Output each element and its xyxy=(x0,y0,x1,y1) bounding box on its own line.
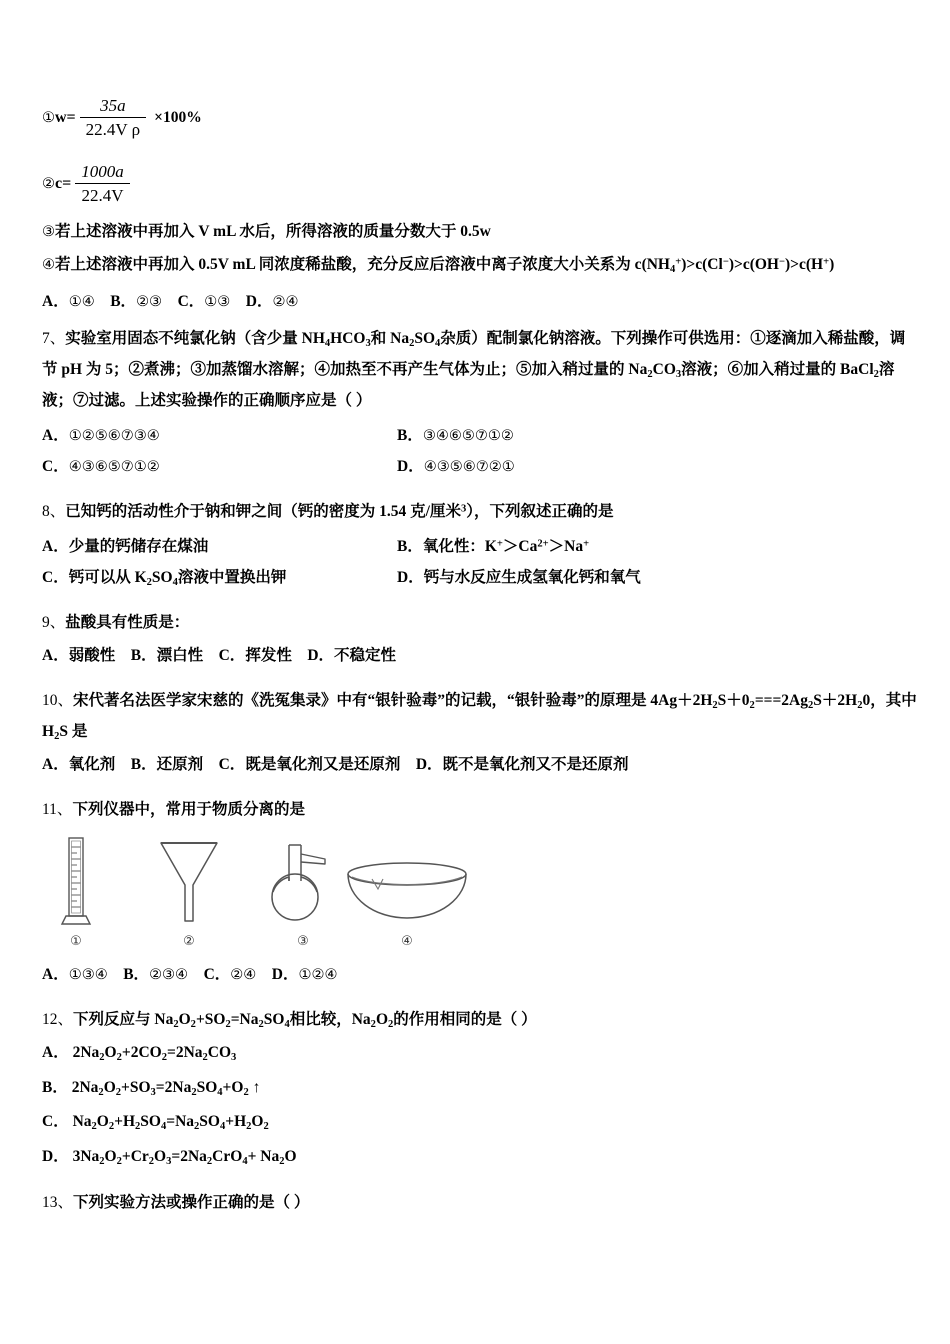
q9-option-d-text[interactable]: 不稳定性 xyxy=(334,647,397,664)
q10-sub-2: 2 xyxy=(749,699,755,711)
q12-option-c[interactable] xyxy=(42,1106,918,1139)
q10-stem-2: S＋0 xyxy=(717,692,750,709)
apparatus-1-caption: ① xyxy=(70,934,82,949)
q8-stem-sup: 3 xyxy=(460,503,467,515)
statement-4-text-4: )>c(H xyxy=(785,256,824,273)
q13-stem-text: 下列实验方法或操作正确的是（ ） xyxy=(73,1194,310,1212)
q12-option-d-equation[interactable]: $3Na_2O_2+Cr_2O_3=2Na_2CrO_4+ Na_2O$ xyxy=(72,1147,297,1167)
q12-option-a[interactable] xyxy=(42,1037,918,1070)
q7-stem-5: 杂质）配制氯化钠溶液。下列操作可供选用：①逐滴加入稀盐酸，调节 pH 为 5；②煮沸；③加蒸馏水溶解；④加热至不再产生气体为止；⑤加入稍过量的 Na xyxy=(42,330,906,378)
q7-option-c-value[interactable]: ④③⑥⑤⑦①② xyxy=(68,459,160,475)
q8-options-row-1 xyxy=(42,531,918,562)
q11-option-c-label[interactable]: C． xyxy=(203,966,231,983)
q9-number: 9、 xyxy=(42,614,66,631)
q13-number: 13、 xyxy=(42,1194,74,1212)
q12-stem-1: 下列反应与 Na xyxy=(73,1011,174,1028)
q12-sub-3: 2 xyxy=(225,1018,231,1030)
q8-stem-2: ），下列叙述正确的是 xyxy=(466,503,614,520)
q6-option-d-value[interactable]: ②④ xyxy=(272,294,299,310)
q12-option-b[interactable] xyxy=(42,1072,918,1105)
apparatus-4 xyxy=(342,857,472,949)
q10-number: 10、 xyxy=(42,692,74,709)
q6-option-a-value[interactable]: ①④ xyxy=(68,294,95,310)
q7-sub-3: 2 xyxy=(409,337,415,349)
q10-option-c-label[interactable]: C． xyxy=(218,756,246,773)
q8-option-d-label[interactable]: D． xyxy=(397,569,424,586)
q10-stem xyxy=(42,685,918,747)
q12-stem-4: =Na xyxy=(230,1011,259,1028)
statement-4-sup-4: + xyxy=(823,256,830,268)
apparatus-3 xyxy=(267,837,339,949)
q13-stem xyxy=(42,1187,918,1218)
formula-1-numerator: 35a xyxy=(80,96,146,118)
measuring-cylinder-icon xyxy=(56,835,96,927)
q10-option-a-text[interactable]: 氧化剂 xyxy=(68,756,116,773)
q8-option-b-sup-1: + xyxy=(496,538,503,550)
q7-stem-7: 溶液；⑥加入稍过量的 BaCl xyxy=(681,361,874,378)
q8-option-b-sup-3: + xyxy=(583,538,590,550)
evaporating-dish-icon xyxy=(342,857,472,927)
q7-stem-2: HCO xyxy=(330,330,366,347)
q12-sub-5: 4 xyxy=(284,1018,290,1030)
q8-stem-1: 已知钙的活动性介于钠和钾之间（钙的密度为 1.54 克/厘米 xyxy=(65,503,461,520)
q11-option-d-value[interactable]: ①②④ xyxy=(298,967,338,983)
q7-sub-6: 3 xyxy=(675,368,682,380)
q12-option-d[interactable] xyxy=(42,1141,918,1174)
formula-1 xyxy=(42,96,918,140)
formula-1-fraction xyxy=(80,96,146,140)
apparatus-2-caption: ② xyxy=(183,934,195,949)
q7-option-b-label[interactable]: B． xyxy=(397,427,423,444)
q6-option-a-label[interactable]: A． xyxy=(42,293,69,310)
q11-options xyxy=(42,959,918,990)
q8-option-c-text-2[interactable]: SO xyxy=(151,569,173,586)
q7-sub-4: 4 xyxy=(435,337,441,349)
q8-option-c-text-1[interactable]: 钙可以从 K xyxy=(68,569,147,586)
q12-sub-2: 2 xyxy=(190,1018,196,1030)
statement-4-sup-1: + xyxy=(675,256,682,268)
page-content xyxy=(42,96,918,1220)
statement-4-text-3: )>c(OH xyxy=(728,256,779,273)
q8-option-d-text[interactable]: 钙与水反应生成氢氧化钙和氧气 xyxy=(423,569,641,586)
q7-stem xyxy=(42,323,918,416)
q12-stem-7: O xyxy=(375,1011,388,1028)
q9-option-b-label[interactable]: B． xyxy=(130,647,157,664)
q8-option-b-text-1[interactable]: 氧化性：K xyxy=(422,538,497,555)
q10-options xyxy=(42,749,918,780)
q7-sub-2: 3 xyxy=(365,337,371,349)
q7-option-d-value[interactable]: ④③⑤⑥⑦②① xyxy=(423,459,515,475)
q7-stem-6: CO xyxy=(652,361,676,378)
q10-sub-5: 2 xyxy=(54,730,60,742)
q10-option-c-text[interactable]: 既是氧化剂又是还原剂 xyxy=(245,756,401,773)
statement-4-sub-1: 4 xyxy=(669,263,676,275)
q8-option-c-label[interactable]: C． xyxy=(42,569,69,586)
formula-1-tail: ×100% xyxy=(154,109,202,126)
q7-option-a-label[interactable]: A． xyxy=(42,427,69,444)
formula-2-marker: ② xyxy=(42,176,55,192)
q11-stem-text: 下列仪器中，常用于物质分离的是 xyxy=(72,801,305,818)
formula-2-numerator: 1000a xyxy=(75,162,130,184)
q9-option-d-label[interactable]: D． xyxy=(307,647,335,664)
q10-option-b-label[interactable]: B． xyxy=(130,756,157,773)
q10-stem-4: S＋2H xyxy=(813,692,858,709)
q11-option-d-label[interactable]: D． xyxy=(271,966,299,983)
q8-option-c-sub-2: 4 xyxy=(172,576,178,588)
q11-stem xyxy=(42,794,918,825)
q12-stem-6: 相比较，Na xyxy=(289,1011,371,1028)
formula-2-lhs: c= xyxy=(55,175,72,192)
q11-option-a-value[interactable]: ①③④ xyxy=(68,967,108,983)
q10-sub-4: 2 xyxy=(857,699,863,711)
q12-stem-8: 的作用相同的是（ ） xyxy=(393,1011,537,1028)
q10-stem-5: 0，其中 H xyxy=(42,692,917,740)
q6-option-c-value[interactable]: ①③ xyxy=(204,294,231,310)
q7-options-row-1 xyxy=(42,420,918,451)
statement-4 xyxy=(42,249,918,280)
q8-option-b-text-3[interactable]: ＞Na xyxy=(548,538,584,555)
q7-stem-4: SO xyxy=(414,330,436,347)
distillation-flask-icon xyxy=(267,837,339,927)
q11-option-b-value[interactable]: ②③④ xyxy=(149,967,189,983)
apparatus-1 xyxy=(56,835,96,949)
q10-option-a-label[interactable]: A． xyxy=(42,756,69,773)
q8-number: 8、 xyxy=(42,503,66,520)
q10-stem-1: 宋代著名法医学家宋慈的《洗冤集录》中有“银针验毒”的记载，“银针验毒”的原理是 4Ag＋2H xyxy=(73,692,713,709)
q6-options xyxy=(42,286,918,317)
q9-option-b-text[interactable]: 漂白性 xyxy=(156,647,204,664)
q8-option-a-label[interactable]: A． xyxy=(42,538,69,555)
q8-option-b-text-2[interactable]: ＞Ca xyxy=(502,538,538,555)
q7-options-row-2 xyxy=(42,451,918,482)
apparatus-2 xyxy=(157,837,221,949)
q9-option-a-label[interactable]: A． xyxy=(42,647,69,664)
q8-option-c-sub-1: 2 xyxy=(146,576,152,588)
statement-3-text: 若上述溶液中再加入 V mL 水后，所得溶液的质量分数大于 0.5w xyxy=(55,223,491,240)
q12-option-a-equation[interactable]: $2Na_2O_2+2CO_2=2Na_2CO_3$ xyxy=(72,1044,237,1063)
q11-option-a-label[interactable]: A． xyxy=(42,966,69,983)
q10-option-b-text[interactable]: 还原剂 xyxy=(156,756,204,773)
formula-2-denominator: 22.4V xyxy=(81,186,124,205)
formula-1-lhs: w= xyxy=(55,109,76,126)
q12-option-a-label[interactable]: A． xyxy=(42,1044,69,1061)
q7-option-b-value[interactable]: ③④⑥⑤⑦①② xyxy=(422,428,514,444)
q7-option-d-label[interactable]: D． xyxy=(397,458,424,475)
q12-sub-7: 2 xyxy=(388,1018,394,1030)
statement-4-sup-2: − xyxy=(722,256,729,268)
q10-sub-3: 2 xyxy=(808,699,814,711)
q12-stem-5: SO xyxy=(263,1011,285,1028)
q12-option-b-label[interactable]: B． xyxy=(42,1078,68,1096)
statement-4-text-2: )>c(Cl xyxy=(681,256,723,273)
q7-stem-1: 实验室用固态不纯氯化钠（含少量 NH xyxy=(65,330,325,347)
formula-2-fraction xyxy=(75,162,130,206)
q6-option-c-label[interactable]: C． xyxy=(177,293,205,310)
formula-1-marker: ① xyxy=(42,110,55,126)
q6-option-d-label[interactable]: D． xyxy=(245,293,273,310)
q9-options xyxy=(42,640,918,671)
q7-sub-1: 4 xyxy=(324,337,331,349)
q11-number: 11、 xyxy=(42,801,73,818)
q8-option-c-text-3[interactable]: 溶液中置换出钾 xyxy=(177,569,287,586)
q7-sub-5: 2 xyxy=(647,368,653,380)
q12-option-d-label[interactable]: D． xyxy=(42,1147,69,1165)
q7-stem-3: 和 Na xyxy=(370,330,410,347)
q8-options-row-2 xyxy=(42,562,918,593)
apparatus-3-caption: ③ xyxy=(297,934,309,949)
q8-option-b-sup-2: 2+ xyxy=(537,538,549,550)
q12-stem-3: +SO xyxy=(195,1011,226,1028)
q11-apparatus-figure xyxy=(42,835,918,953)
q12-option-b-equation[interactable]: $2Na_2O_2+SO_3=2Na_2SO_4+O_2$ ↑ xyxy=(71,1078,261,1098)
formula-2 xyxy=(42,162,918,206)
q9-stem xyxy=(42,607,918,638)
q6-option-b-label[interactable]: B． xyxy=(110,293,137,310)
q10-sub-1: 2 xyxy=(712,699,718,711)
q10-option-d-text[interactable]: 既不是氧化剂又不是还原剂 xyxy=(442,756,629,773)
statement-3 xyxy=(42,216,918,247)
statement-4-marker: ④ xyxy=(42,257,55,273)
q7-sub-7: 2 xyxy=(873,368,879,380)
q6-option-b-value[interactable]: ②③ xyxy=(136,294,163,310)
statement-4-text-1: 若上述溶液中再加入 0.5V mL 同浓度稀盐酸，充分反应后溶液中离子浓度大小关系为 c(NH xyxy=(55,256,670,273)
q7-number: 7、 xyxy=(42,330,66,347)
q7-stem-8: 溶液；⑦过滤。上述实验操作的正确顺序应是（ ） xyxy=(42,361,895,409)
statement-4-sup-3: − xyxy=(778,256,785,268)
apparatus-4-caption: ④ xyxy=(401,934,413,949)
q10-option-d-label[interactable]: D． xyxy=(415,756,443,773)
q12-stem xyxy=(42,1004,918,1035)
q12-option-c-label[interactable]: C． xyxy=(42,1113,69,1131)
q12-sub-1: 2 xyxy=(173,1018,179,1030)
statement-4-text-5: ) xyxy=(829,256,835,273)
q12-sub-4: 2 xyxy=(258,1018,264,1030)
q11-option-b-label[interactable]: B． xyxy=(123,966,150,983)
q8-option-a-text[interactable]: 少量的钙储存在煤油 xyxy=(68,538,209,555)
q12-sub-6: 2 xyxy=(370,1018,376,1030)
q10-stem-3: ===2Ag xyxy=(754,692,809,709)
q9-option-c-text[interactable]: 挥发性 xyxy=(245,647,292,664)
q9-option-c-label[interactable]: C． xyxy=(218,647,246,664)
statement-3-marker: ③ xyxy=(42,224,55,240)
q12-option-c-equation[interactable]: $Na_2O_2+H_2SO_4=Na_2SO_4+H_2O_2$ xyxy=(72,1113,269,1133)
q9-option-a-text[interactable]: 弱酸性 xyxy=(68,647,116,664)
q9-stem-text: 盐酸具有性质是： xyxy=(65,614,190,631)
q8-stem xyxy=(42,496,918,527)
q10-stem-6: S 是 xyxy=(59,723,88,740)
q11-option-c-value[interactable]: ②④ xyxy=(230,967,257,983)
q7-option-c-label[interactable]: C． xyxy=(42,458,69,475)
q8-option-b-label[interactable]: B． xyxy=(397,538,423,555)
q7-option-a-value[interactable]: ①②⑤⑥⑦③④ xyxy=(68,428,160,444)
funnel-icon xyxy=(157,837,221,927)
formula-1-denominator: 22.4V ρ xyxy=(85,120,141,139)
q12-stem-2: O xyxy=(178,1011,191,1028)
q12-number: 12、 xyxy=(42,1011,74,1028)
